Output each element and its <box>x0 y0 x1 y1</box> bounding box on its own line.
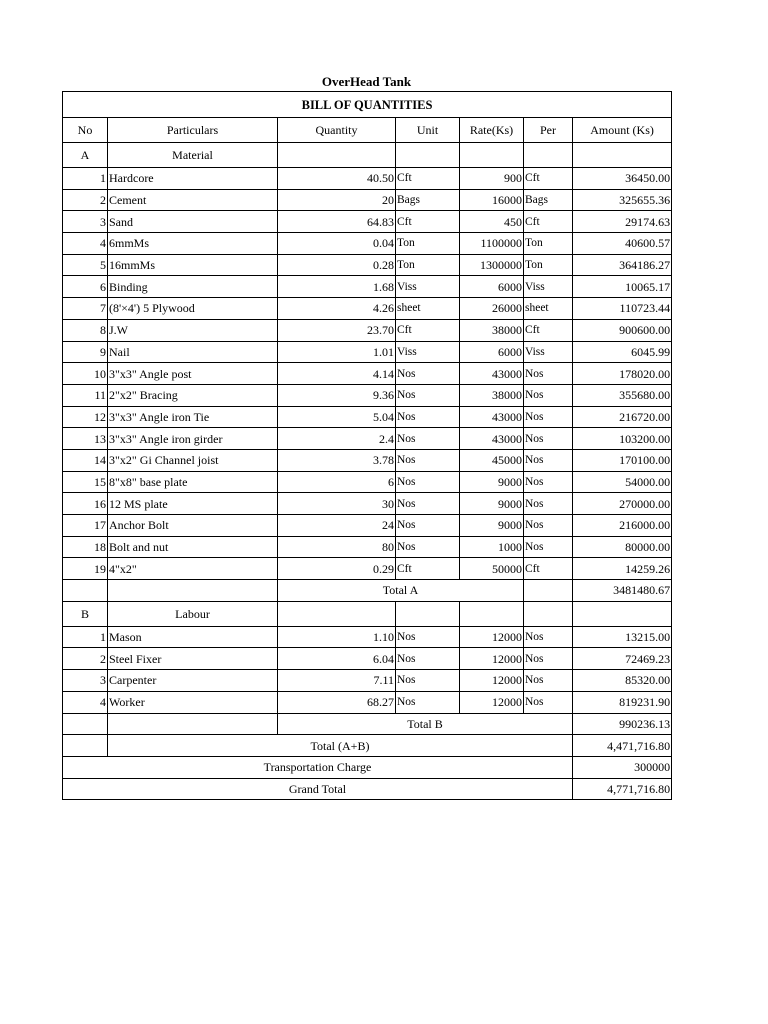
item-amount: 270000.00 <box>573 493 672 515</box>
item-quantity: 0.28 <box>278 254 396 276</box>
item-quantity: 24 <box>278 515 396 537</box>
item-per: Nos <box>524 363 573 385</box>
material-row <box>63 254 672 276</box>
item-no: 13 <box>63 428 108 450</box>
item-per: sheet <box>524 298 573 320</box>
empty-cell <box>573 143 672 168</box>
item-no: 6 <box>63 276 108 298</box>
item-amount: 13215.00 <box>573 626 672 648</box>
table-title: BILL OF QUANTITIES <box>63 92 672 118</box>
empty-cell <box>524 601 573 626</box>
transport-label: Transportation Charge <box>63 756 573 778</box>
item-rate: 6000 <box>460 341 524 363</box>
item-rate: 1300000 <box>460 254 524 276</box>
item-per: Nos <box>524 406 573 428</box>
item-unit: Nos <box>396 428 460 450</box>
material-row <box>63 276 672 298</box>
item-amount: 6045.99 <box>573 341 672 363</box>
item-unit: Nos <box>396 691 460 713</box>
item-per: Cft <box>524 211 573 233</box>
empty-cell <box>278 601 396 626</box>
item-particulars: Cement <box>108 189 278 211</box>
item-no: 18 <box>63 536 108 558</box>
item-quantity: 4.26 <box>278 298 396 320</box>
item-no: 15 <box>63 471 108 493</box>
item-amount: 216720.00 <box>573 406 672 428</box>
item-unit: Cft <box>396 319 460 341</box>
item-particulars: Sand <box>108 211 278 233</box>
item-amount: 364186.27 <box>573 254 672 276</box>
item-per: Nos <box>524 449 573 471</box>
item-unit: Nos <box>396 384 460 406</box>
section-a-name: Material <box>108 143 278 168</box>
item-unit: Nos <box>396 536 460 558</box>
item-rate: 38000 <box>460 384 524 406</box>
item-rate: 9000 <box>460 493 524 515</box>
item-unit: Nos <box>396 449 460 471</box>
material-row <box>63 233 672 255</box>
item-amount: 103200.00 <box>573 428 672 450</box>
item-unit: Viss <box>396 341 460 363</box>
empty-cell <box>460 143 524 168</box>
item-rate: 12000 <box>460 648 524 670</box>
item-no: 5 <box>63 254 108 276</box>
item-per: Nos <box>524 536 573 558</box>
item-no: 8 <box>63 319 108 341</box>
item-amount: 216000.00 <box>573 515 672 537</box>
item-particulars: 16mmMs <box>108 254 278 276</box>
item-per: Viss <box>524 276 573 298</box>
item-amount: 72469.23 <box>573 648 672 670</box>
material-row <box>63 189 672 211</box>
item-rate: 450 <box>460 211 524 233</box>
total-b-label: Total B <box>278 713 573 735</box>
item-per: Bags <box>524 189 573 211</box>
item-amount: 85320.00 <box>573 670 672 692</box>
item-particulars: Binding <box>108 276 278 298</box>
item-particulars: 6mmMs <box>108 233 278 255</box>
item-quantity: 1.01 <box>278 341 396 363</box>
item-quantity: 80 <box>278 536 396 558</box>
grand-total-row <box>63 778 672 800</box>
header-particulars: Particulars <box>108 118 278 143</box>
item-quantity: 23.70 <box>278 319 396 341</box>
item-unit: Cft <box>396 168 460 190</box>
item-rate: 9000 <box>460 471 524 493</box>
column-header-row <box>63 118 672 143</box>
labour-row <box>63 626 672 648</box>
item-no: 1 <box>63 168 108 190</box>
empty-cell <box>63 735 108 757</box>
item-amount: 170100.00 <box>573 449 672 471</box>
empty-cell <box>524 143 573 168</box>
item-per: Nos <box>524 626 573 648</box>
material-row <box>63 493 672 515</box>
material-row <box>63 211 672 233</box>
item-per: Nos <box>524 648 573 670</box>
item-no: 12 <box>63 406 108 428</box>
material-row <box>63 363 672 385</box>
item-amount: 80000.00 <box>573 536 672 558</box>
material-row <box>63 384 672 406</box>
item-quantity: 9.36 <box>278 384 396 406</box>
item-rate: 43000 <box>460 363 524 385</box>
transport-amount: 300000 <box>573 756 672 778</box>
item-per: Ton <box>524 233 573 255</box>
item-no: 16 <box>63 493 108 515</box>
item-unit: Nos <box>396 648 460 670</box>
item-particulars: 2"x2" Bracing <box>108 384 278 406</box>
item-no: 4 <box>63 691 108 713</box>
item-per: Cft <box>524 558 573 580</box>
item-particulars: 3"x3" Angle iron girder <box>108 428 278 450</box>
labour-row <box>63 691 672 713</box>
item-amount: 14259.26 <box>573 558 672 580</box>
section-b-row <box>63 601 672 626</box>
empty-cell <box>573 601 672 626</box>
header-quantity: Quantity <box>278 118 396 143</box>
empty-cell <box>63 580 108 602</box>
bill-of-quantities-table <box>62 91 672 800</box>
item-particulars: Carpenter <box>108 670 278 692</box>
item-unit: Nos <box>396 406 460 428</box>
total-a-label: Total A <box>278 580 524 602</box>
item-particulars: J.W <box>108 319 278 341</box>
item-amount: 819231.90 <box>573 691 672 713</box>
material-row <box>63 298 672 320</box>
item-unit: Cft <box>396 558 460 580</box>
header-no: No <box>63 118 108 143</box>
empty-cell <box>63 713 108 735</box>
item-rate: 26000 <box>460 298 524 320</box>
item-unit: Viss <box>396 276 460 298</box>
item-per: Viss <box>524 341 573 363</box>
empty-cell <box>524 580 573 602</box>
total-a-row <box>63 580 672 602</box>
document-title: OverHead Tank <box>321 74 412 89</box>
material-row <box>63 558 672 580</box>
material-row <box>63 168 672 190</box>
total-ab-label: Total (A+B) <box>108 735 573 757</box>
item-quantity: 0.04 <box>278 233 396 255</box>
item-particulars: 4"x2" <box>108 558 278 580</box>
item-quantity: 1.68 <box>278 276 396 298</box>
item-quantity: 6 <box>278 471 396 493</box>
item-amount: 900600.00 <box>573 319 672 341</box>
item-no: 1 <box>63 626 108 648</box>
item-amount: 325655.36 <box>573 189 672 211</box>
item-unit: Nos <box>396 471 460 493</box>
labour-row <box>63 648 672 670</box>
item-rate: 12000 <box>460 691 524 713</box>
item-amount: 110723.44 <box>573 298 672 320</box>
item-amount: 178020.00 <box>573 363 672 385</box>
item-rate: 43000 <box>460 406 524 428</box>
item-rate: 38000 <box>460 319 524 341</box>
item-per: Nos <box>524 493 573 515</box>
item-amount: 29174.63 <box>573 211 672 233</box>
material-row <box>63 319 672 341</box>
labour-row <box>63 670 672 692</box>
item-particulars: Hardcore <box>108 168 278 190</box>
item-particulars: (8'×4') 5 Plywood <box>108 298 278 320</box>
item-quantity: 3.78 <box>278 449 396 471</box>
item-rate: 16000 <box>460 189 524 211</box>
header-rate: Rate(Ks) <box>460 118 524 143</box>
item-quantity: 1.10 <box>278 626 396 648</box>
item-quantity: 64.83 <box>278 211 396 233</box>
section-b-letter: B <box>63 601 108 626</box>
material-row <box>63 471 672 493</box>
item-per: Nos <box>524 515 573 537</box>
item-unit: Cft <box>396 211 460 233</box>
item-quantity: 40.50 <box>278 168 396 190</box>
total-ab-row <box>63 735 672 757</box>
item-unit: Nos <box>396 363 460 385</box>
item-unit: sheet <box>396 298 460 320</box>
item-amount: 10065.17 <box>573 276 672 298</box>
item-no: 17 <box>63 515 108 537</box>
item-rate: 50000 <box>460 558 524 580</box>
item-particulars: Worker <box>108 691 278 713</box>
section-b-name: Labour <box>108 601 278 626</box>
item-no: 2 <box>63 189 108 211</box>
item-quantity: 0.29 <box>278 558 396 580</box>
item-rate: 6000 <box>460 276 524 298</box>
table-title-row <box>63 92 672 118</box>
material-row <box>63 428 672 450</box>
empty-cell <box>108 713 278 735</box>
item-unit: Nos <box>396 493 460 515</box>
empty-cell <box>108 580 278 602</box>
item-rate: 12000 <box>460 670 524 692</box>
item-particulars: Steel Fixer <box>108 648 278 670</box>
total-b-amount: 990236.13 <box>573 713 672 735</box>
item-unit: Ton <box>396 233 460 255</box>
item-per: Ton <box>524 254 573 276</box>
item-per: Nos <box>524 471 573 493</box>
item-particulars: 12 MS plate <box>108 493 278 515</box>
empty-cell <box>396 601 460 626</box>
item-per: Nos <box>524 428 573 450</box>
item-rate: 43000 <box>460 428 524 450</box>
item-quantity: 6.04 <box>278 648 396 670</box>
item-quantity: 20 <box>278 189 396 211</box>
item-quantity: 2.4 <box>278 428 396 450</box>
transport-row <box>63 756 672 778</box>
item-rate: 45000 <box>460 449 524 471</box>
total-b-row <box>63 713 672 735</box>
total-a-amount: 3481480.67 <box>573 580 672 602</box>
material-row <box>63 341 672 363</box>
item-particulars: Anchor Bolt <box>108 515 278 537</box>
item-amount: 36450.00 <box>573 168 672 190</box>
section-a-letter: A <box>63 143 108 168</box>
header-unit: Unit <box>396 118 460 143</box>
material-row <box>63 449 672 471</box>
item-particulars: Nail <box>108 341 278 363</box>
empty-cell <box>278 143 396 168</box>
item-no: 2 <box>63 648 108 670</box>
item-unit: Ton <box>396 254 460 276</box>
item-rate: 12000 <box>460 626 524 648</box>
item-particulars: Bolt and nut <box>108 536 278 558</box>
item-no: 7 <box>63 298 108 320</box>
item-no: 14 <box>63 449 108 471</box>
item-quantity: 4.14 <box>278 363 396 385</box>
total-ab-amount: 4,471,716.80 <box>573 735 672 757</box>
item-rate: 900 <box>460 168 524 190</box>
item-per: Nos <box>524 384 573 406</box>
item-quantity: 7.11 <box>278 670 396 692</box>
item-no: 19 <box>63 558 108 580</box>
item-quantity: 5.04 <box>278 406 396 428</box>
item-no: 3 <box>63 670 108 692</box>
item-amount: 54000.00 <box>573 471 672 493</box>
item-no: 10 <box>63 363 108 385</box>
material-row <box>63 406 672 428</box>
item-rate: 1100000 <box>460 233 524 255</box>
section-a-row <box>63 143 672 168</box>
empty-cell <box>460 601 524 626</box>
item-particulars: Mason <box>108 626 278 648</box>
item-unit: Nos <box>396 515 460 537</box>
material-row <box>63 515 672 537</box>
item-unit: Nos <box>396 670 460 692</box>
item-particulars: 3"x3" Angle post <box>108 363 278 385</box>
item-quantity: 30 <box>278 493 396 515</box>
item-rate: 1000 <box>460 536 524 558</box>
item-per: Nos <box>524 691 573 713</box>
item-no: 11 <box>63 384 108 406</box>
grand-total-amount: 4,771,716.80 <box>573 778 672 800</box>
item-rate: 9000 <box>460 515 524 537</box>
item-unit: Bags <box>396 189 460 211</box>
material-row <box>63 536 672 558</box>
item-particulars: 3"x3" Angle iron Tie <box>108 406 278 428</box>
item-per: Cft <box>524 319 573 341</box>
item-unit: Nos <box>396 626 460 648</box>
item-no: 4 <box>63 233 108 255</box>
item-particulars: 8"x8" base plate <box>108 471 278 493</box>
item-per: Cft <box>524 168 573 190</box>
header-amount: Amount (Ks) <box>573 118 672 143</box>
item-quantity: 68.27 <box>278 691 396 713</box>
item-no: 9 <box>63 341 108 363</box>
item-per: Nos <box>524 670 573 692</box>
header-per: Per <box>524 118 573 143</box>
item-amount: 40600.57 <box>573 233 672 255</box>
item-no: 3 <box>63 211 108 233</box>
empty-cell <box>396 143 460 168</box>
item-amount: 355680.00 <box>573 384 672 406</box>
item-particulars: 3"x2" Gi Channel joist <box>108 449 278 471</box>
grand-total-label: Grand Total <box>63 778 573 800</box>
